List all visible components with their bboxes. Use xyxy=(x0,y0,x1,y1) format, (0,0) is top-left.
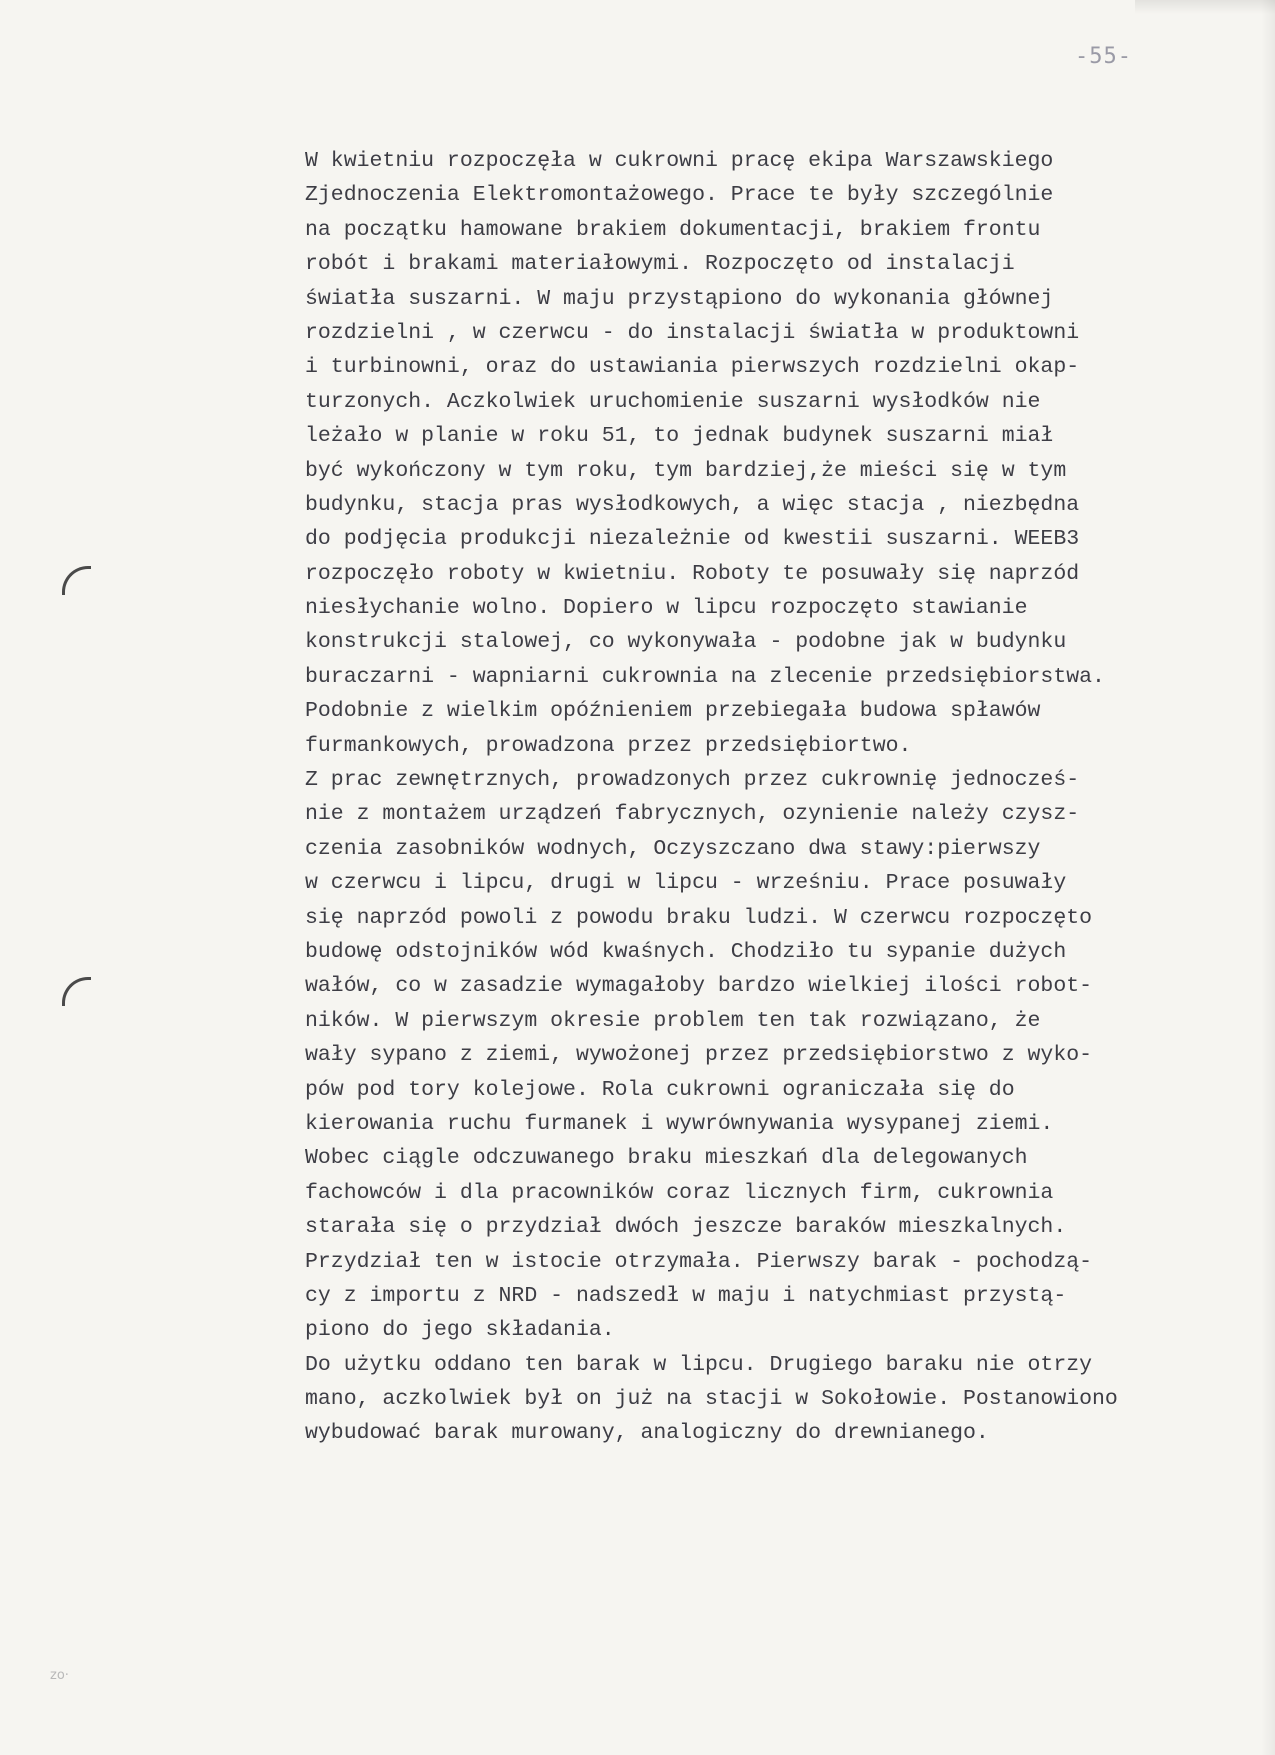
text-line: wałów, co w zasadzie wymagałoby bardzo wielkiej ilości robot- xyxy=(305,974,1093,999)
text-line: leżało w planie w roku 51, to jednak budynek suszarni miał xyxy=(305,424,1054,449)
text-line: robót i brakami materiałowymi. Rozpoczęto od instalacji xyxy=(305,252,1015,277)
corner-note: zo· xyxy=(50,1668,69,1683)
text-line: W kwietniu rozpoczęła w cukrowni pracę ekipa Warszawskiego xyxy=(305,149,1054,173)
text-line: budynku, stacja pras wysłodkowych, a więc stacja , niezbędna xyxy=(305,492,1080,517)
text-line: fachowców i dla pracowników coraz licznych firm, cukrownia xyxy=(305,1180,1054,1205)
text-line: mano, aczkolwiek był on już na stacji w Sokołowie. Postanowiono xyxy=(305,1387,1118,1412)
text-line: rozdzielni , w czerwcu - do instalacji światła w produktowni xyxy=(305,320,1080,345)
text-line: budowę odstojników wód kwaśnych. Chodziło tu sypanie dużych xyxy=(305,939,1067,964)
typewritten-text-body xyxy=(305,144,1265,1451)
text-line: i turbinowni, oraz do ustawiania pierwszych rozdzielni okap- xyxy=(305,355,1080,380)
punch-hole-mark xyxy=(62,566,91,595)
text-line: buraczarni - wapniarni cukrownia na zlecenie przedsiębiorstwa. xyxy=(305,664,1105,689)
text-line: kierowania ruchu furmanek i wywrównywania wysypanej ziemi. xyxy=(305,1111,1054,1136)
text-line: w czerwcu i lipcu, drugi w lipcu - wrześniu. Prace posuwały xyxy=(305,871,1067,896)
text-line: wały sypano z ziemi, wywożonej przez przedsiębiorstwo z wyko- xyxy=(305,1043,1093,1068)
text-line: Przydział ten w istocie otrzymała. Pierwszy barak - pochodzą- xyxy=(305,1249,1093,1274)
text-line: furmankowych, prowadzona przez przedsiębiortwo. xyxy=(305,733,912,758)
text-line: Z prac zewnętrznych, prowadzonych przez cukrownię jednocześ- xyxy=(305,768,1080,793)
text-line: niesłychanie wolno. Dopiero w lipcu rozpoczęto stawianie xyxy=(305,596,1028,621)
text-line: się naprzód powoli z powodu braku ludzi. W czerwcu rozpoczęto xyxy=(305,905,1093,930)
text-line: rozpoczęło roboty w kwietniu. Roboty te posuwały się naprzód xyxy=(305,561,1080,586)
text-line: na początku hamowane brakiem dokumentacji, brakiem frontu xyxy=(305,217,1041,242)
text-line: starała się o przydział dwóch jeszcze baraków mieszkalnych. xyxy=(305,1215,1067,1240)
text-line: ników. W pierwszym okresie problem ten tak rozwiązano, że xyxy=(305,1008,1041,1033)
text-line: turzonych. Aczkolwiek uruchomienie suszarni wysłodków nie xyxy=(305,389,1041,414)
text-line: światła suszarni. W maju przystąpiono do wykonania głównej xyxy=(305,286,1054,311)
punch-hole-mark xyxy=(62,977,91,1006)
text-line: do podjęcia produkcji niezależnie od kwestii suszarni. WEEB3 xyxy=(305,527,1080,552)
text-line: Zjednoczenia Elektromontażowego. Prace te były szczególnie xyxy=(305,183,1054,208)
text-line: cy z importu z NRD - nadszedł w maju i natychmiast przystą- xyxy=(305,1283,1067,1308)
text-line: Wobec ciągle odczuwanego braku mieszkań dla delegowanych xyxy=(305,1146,1028,1171)
text-line: nie z montażem urządzeń fabrycznych, ozynienie należy czysz- xyxy=(305,802,1080,827)
text-line: konstrukcji stalowej, co wykonywała - podobne jak w budynku xyxy=(305,630,1067,655)
text-line: czenia zasobników wodnych, Oczyszczano dwa stawy:pierwszy xyxy=(305,836,1041,861)
text-line: pów pod tory kolejowe. Rola cukrowni ograniczała się do xyxy=(305,1077,1015,1102)
text-line: Podobnie z wielkim opóźnieniem przebiegała budowa spławów xyxy=(305,699,1041,724)
text-line: Do użytku oddano ten barak w lipcu. Drugiego baraku nie otrzy xyxy=(305,1352,1093,1377)
text-line: być wykończony w tym roku, tym bardziej,że mieści się w tym xyxy=(305,458,1067,483)
text-line: wybudować barak murowany, analogiczny do drewnianego. xyxy=(305,1421,989,1446)
page-number: -55- xyxy=(1075,44,1132,69)
page-edge-shadow xyxy=(1135,0,1275,14)
text-line: piono do jego składania. xyxy=(305,1318,615,1343)
